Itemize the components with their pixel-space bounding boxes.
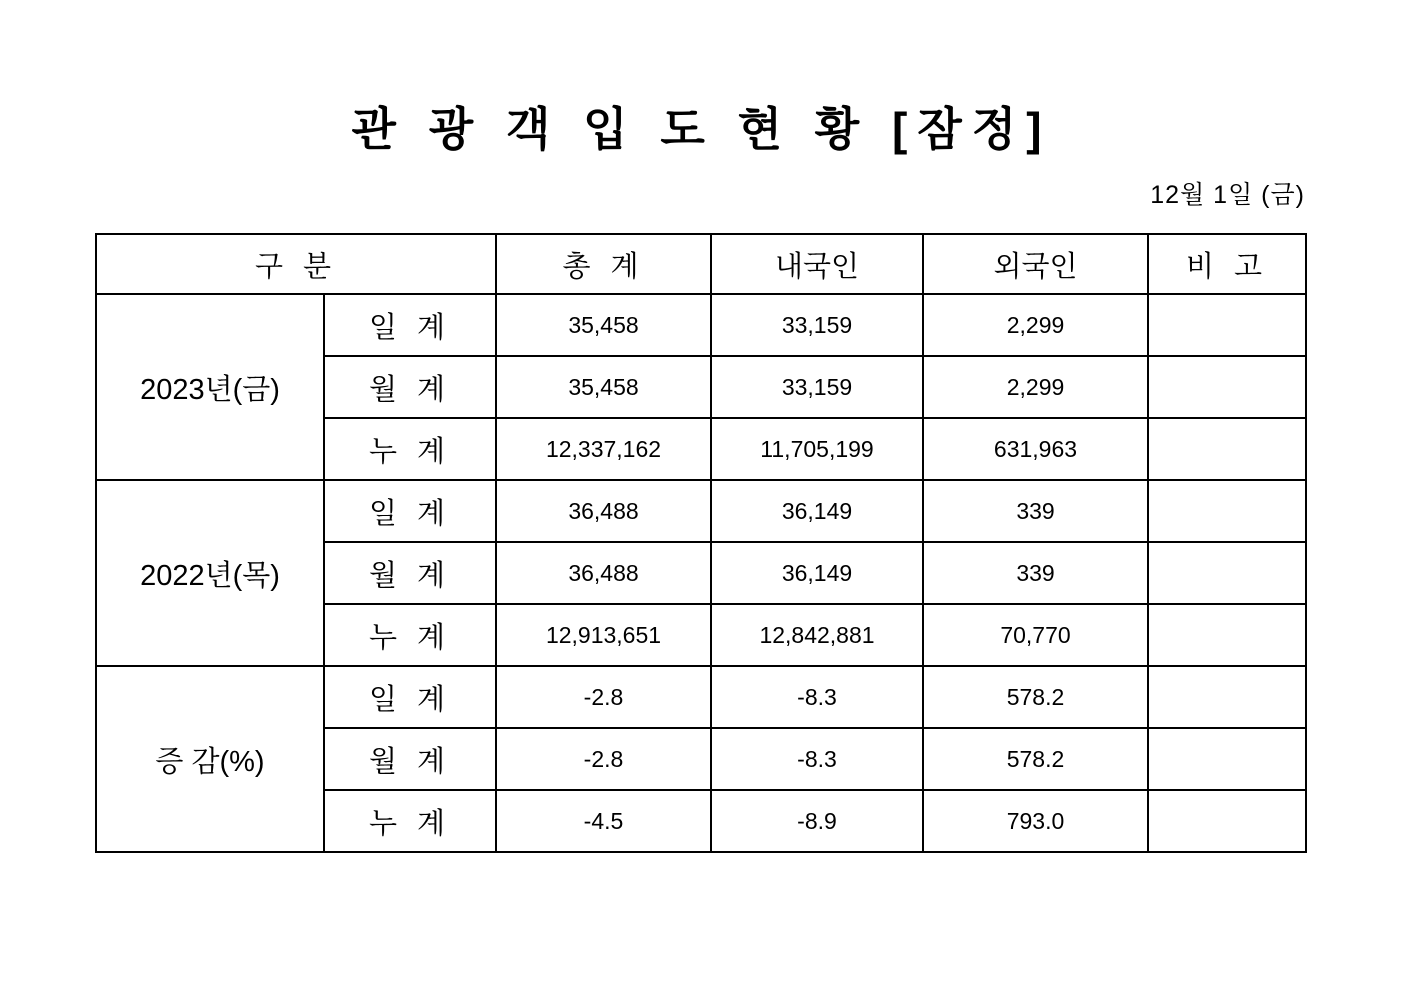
table-header-row <box>96 234 1306 294</box>
cell-foreign: 793.0 <box>923 790 1148 852</box>
cell-note <box>1148 604 1306 666</box>
cell-total: 35,458 <box>496 356 711 418</box>
cell-foreign: 631,963 <box>923 418 1148 480</box>
column-header-domestic: 내국인 <box>711 234 923 294</box>
cell-foreign: 70,770 <box>923 604 1148 666</box>
cell-domestic: -8.9 <box>711 790 923 852</box>
row-sub-label: 월 계 <box>324 542 496 604</box>
column-header-category: 구 분 <box>96 234 496 294</box>
page-title: 관 광 객 입 도 현 황 [잠정] <box>351 103 1052 155</box>
cell-note <box>1148 666 1306 728</box>
column-header-foreign: 외국인 <box>923 234 1148 294</box>
cell-note <box>1148 418 1306 480</box>
cell-foreign: 2,299 <box>923 294 1148 356</box>
cell-note <box>1148 728 1306 790</box>
cell-total: -2.8 <box>496 666 711 728</box>
table-head <box>96 234 1306 294</box>
cell-note <box>1148 294 1306 356</box>
row-sub-label: 일 계 <box>324 294 496 356</box>
row-group-label-2023: 2023년(금) <box>96 294 324 480</box>
cell-total: 36,488 <box>496 480 711 542</box>
cell-domestic: -8.3 <box>711 666 923 728</box>
cell-total: -4.5 <box>496 790 711 852</box>
cell-total: 36,488 <box>496 542 711 604</box>
row-sub-label: 누 계 <box>324 790 496 852</box>
row-sub-label: 월 계 <box>324 728 496 790</box>
tourist-arrivals-table <box>95 233 1307 853</box>
cell-foreign: 339 <box>923 480 1148 542</box>
row-sub-label: 월 계 <box>324 356 496 418</box>
cell-domestic: 33,159 <box>711 356 923 418</box>
row-sub-label: 누 계 <box>324 604 496 666</box>
cell-total: 12,913,651 <box>496 604 711 666</box>
row-sub-label: 일 계 <box>324 666 496 728</box>
cell-note <box>1148 480 1306 542</box>
column-header-note: 비 고 <box>1148 234 1306 294</box>
table-body <box>96 294 1306 852</box>
cell-note <box>1148 356 1306 418</box>
cell-domestic: 33,159 <box>711 294 923 356</box>
cell-foreign: 578.2 <box>923 728 1148 790</box>
cell-domestic: -8.3 <box>711 728 923 790</box>
cell-note <box>1148 542 1306 604</box>
column-header-total: 총 계 <box>496 234 711 294</box>
table-row <box>96 480 1306 542</box>
row-sub-label: 일 계 <box>324 480 496 542</box>
cell-domestic: 36,149 <box>711 480 923 542</box>
cell-foreign: 578.2 <box>923 666 1148 728</box>
cell-total: -2.8 <box>496 728 711 790</box>
cell-domestic: 36,149 <box>711 542 923 604</box>
report-date: 12월 1일 (금) <box>1150 181 1305 210</box>
table-row <box>96 294 1306 356</box>
cell-note <box>1148 790 1306 852</box>
cell-total: 35,458 <box>496 294 711 356</box>
row-group-label-2022: 2022년(목) <box>96 480 324 666</box>
cell-total: 12,337,162 <box>496 418 711 480</box>
cell-foreign: 339 <box>923 542 1148 604</box>
row-group-label-change: 증 감(%) <box>96 666 324 852</box>
table-row <box>96 666 1306 728</box>
cell-domestic: 11,705,199 <box>711 418 923 480</box>
cell-domestic: 12,842,881 <box>711 604 923 666</box>
cell-foreign: 2,299 <box>923 356 1148 418</box>
row-sub-label: 누 계 <box>324 418 496 480</box>
